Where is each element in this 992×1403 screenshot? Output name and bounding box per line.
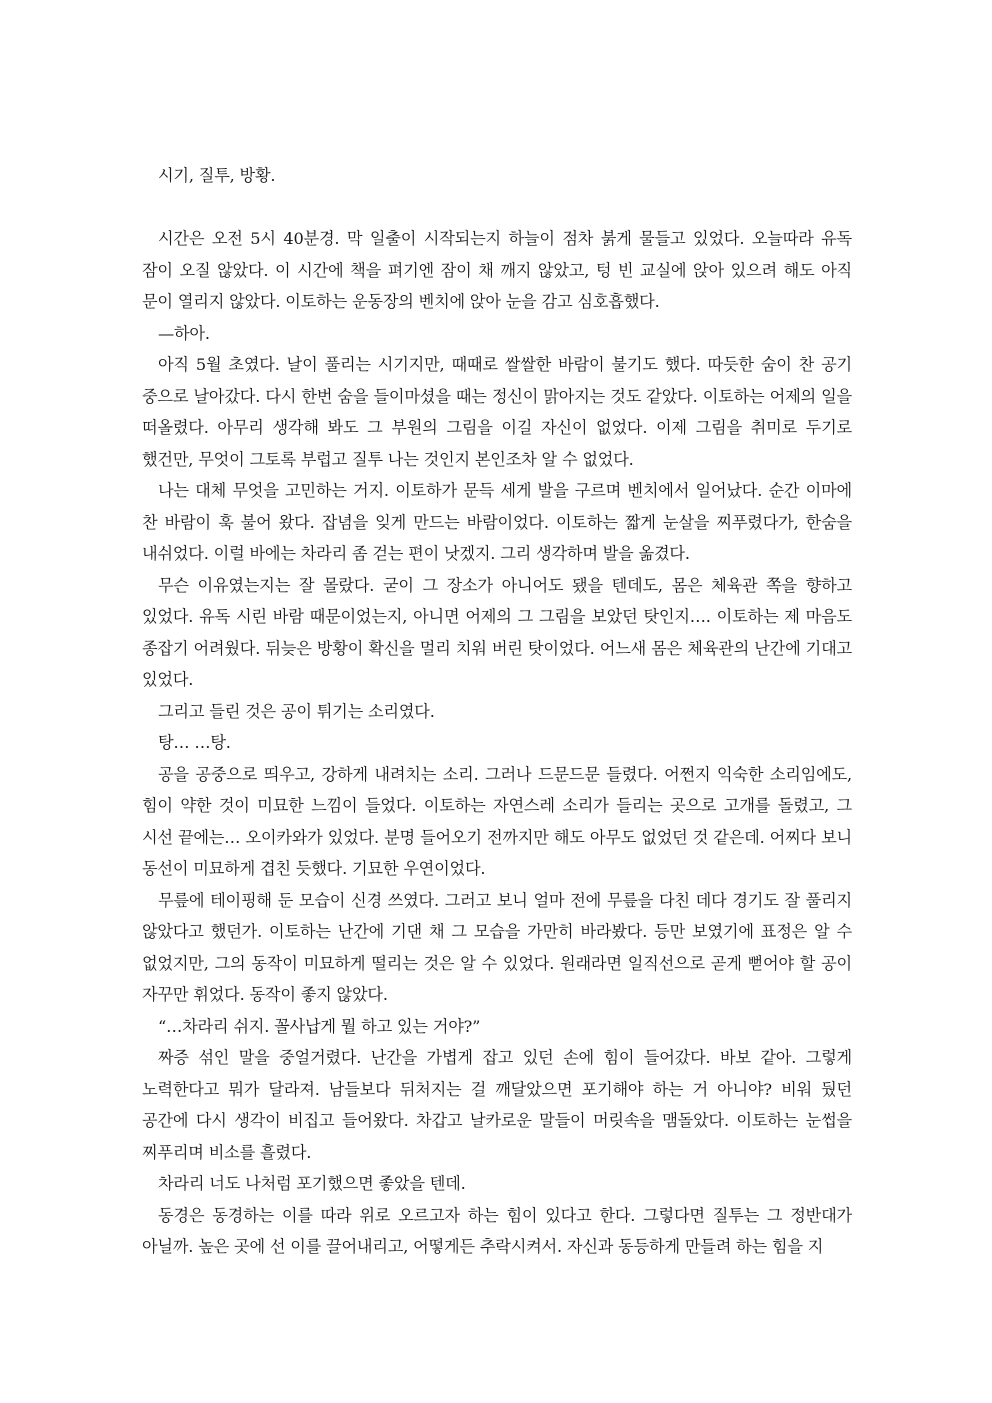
paragraph-12: 차라리 너도 나처럼 포기했으면 좋았을 텐데. — [158, 1174, 466, 1193]
paragraph-5: 무슨 이유였는지는 잘 몰랐다. 굳이 그 장소가 아니어도 됐을 텐데도, 몸은 체육관 쪽을 향하고 있었다. 유독 시린 바람 때문이었는지, 아니면 어제의 그 그림을 보았던 탓인지…. 이토하는 제 마음도 종잡기 어려웠다. 뒤늦은 방황이 확신을 멀리 치워 버린 탓이었다. 어느새 몸은 체육관의 난간에 기대고 있었다. — [142, 575, 852, 689]
paragraph-11: 짜증 섞인 말을 중얼거렸다. 난간을 가볍게 잡고 있던 손에 힘이 들어갔다. 바보 같아. 그렇게 노력한다고 뭐가 달라져. 남들보다 뒤처지는 걸 깨달았으면 포기해야 하는 거 아니야? 비워 뒀던 공간에 다시 생각이 비집고 들어왔다. 차갑고 날카로운 말들이 머릿속을 맴돌았다. 이토하는 눈썹을 찌푸리며 비소를 흘렸다. — [142, 1048, 852, 1162]
paragraph-9: 무릎에 테이핑해 둔 모습이 신경 쓰였다. 그러고 보니 얼마 전에 무릎을 다친 데다 경기도 잘 풀리지 않았다고 했던가. 이토하는 난간에 기댄 채 그 모습을 가만히 바라봤다. 등만 보였기에 표정은 알 수 없었지만, 그의 동작이 미묘하게 떨리는 것은 알 수 있었다. 원래라면 일직선으로 곧게 뻗어야 할 공이 자꾸만 휘었다. 동작이 좋지 않았다. — [142, 890, 852, 1004]
paragraph-3: 아직 5월 초였다. 날이 풀리는 시기지만, 때때로 쌀쌀한 바람이 불기도 했다. 따듯한 숨이 찬 공기 중으로 날아갔다. 다시 한번 숨을 들이마셨을 때는 정신이 맑아지는 것도 같았다. 이토하는 어제의 일을 떠올렸다. 아무리 생각해 봐도 그 부원의 그림을 이길 자신이 없었다. 이제 그림을 취미로 두기로 했건만, 무엇이 그토록 부럽고 질투 나는 것인지 본인조차 알 수 없었다. — [142, 355, 852, 469]
paragraph-2: —하아. — [158, 323, 210, 343]
paragraph-6: 그리고 들린 것은 공이 튀기는 소리였다. — [158, 701, 435, 721]
paragraph-7: 탕… …탕. — [158, 733, 231, 752]
section-title: 시기, 질투, 방황. — [158, 166, 276, 185]
body-text — [142, 160, 852, 1263]
paragraph-8: 공을 공중으로 띄우고, 강하게 내려치는 소리. 그러나 드문드문 들렸다. 어쩐지 익숙한 소리임에도, 힘이 약한 것이 미묘한 느낌이 들었다. 이토하는 자연스레 소리가 들리는 곳으로 고개를 돌렸고, 그 시선 끝에는… 오이카와가 있었다. 분명 들어오기 전까지만 해도 아무도 없었던 것 같은데. 어찌다 보니 동선이 미묘하게 겹친 듯했다. 기묘한 우연이었다. — [142, 764, 852, 878]
paragraph-1: 시간은 오전 5시 40분경. 막 일출이 시작되는지 하늘이 점차 붉게 물들고 있었다. 오늘따라 유독 잠이 오질 않았다. 이 시간에 책을 펴기엔 잠이 채 깨지 않았고, 텅 빈 교실에 앉아 있으려 해도 아직 문이 열리지 않았다. 이토하는 운동장의 벤치에 앉아 눈을 감고 심호흡했다. — [142, 229, 852, 311]
paragraph-13: 동경은 동경하는 이를 따라 위로 오르고자 하는 힘이 있다고 한다. 그렇다면 질투는 그 정반대가 아닐까. 높은 곳에 선 이를 끌어내리고, 어떻게든 추락시켜서. 자신과 동등하게 만들려 하는 힘을 지 — [142, 1205, 852, 1256]
paragraph-10: “…차라리 쉬지. 꼴사납게 뭘 하고 있는 거야?” — [158, 1016, 481, 1036]
paragraph-4: 나는 대체 무엇을 고민하는 거지. 이토하가 문득 세게 발을 구르며 벤치에서 일어났다. 순간 이마에 찬 바람이 훅 불어 왔다. 잡념을 잊게 만드는 바람이었다. 이토하는 짧게 눈살을 찌푸렸다가, 한숨을 내쉬었다. 이럴 바에는 차라리 좀 걷는 편이 낫겠지. 그리 생각하며 발을 옮겼다. — [142, 481, 852, 563]
